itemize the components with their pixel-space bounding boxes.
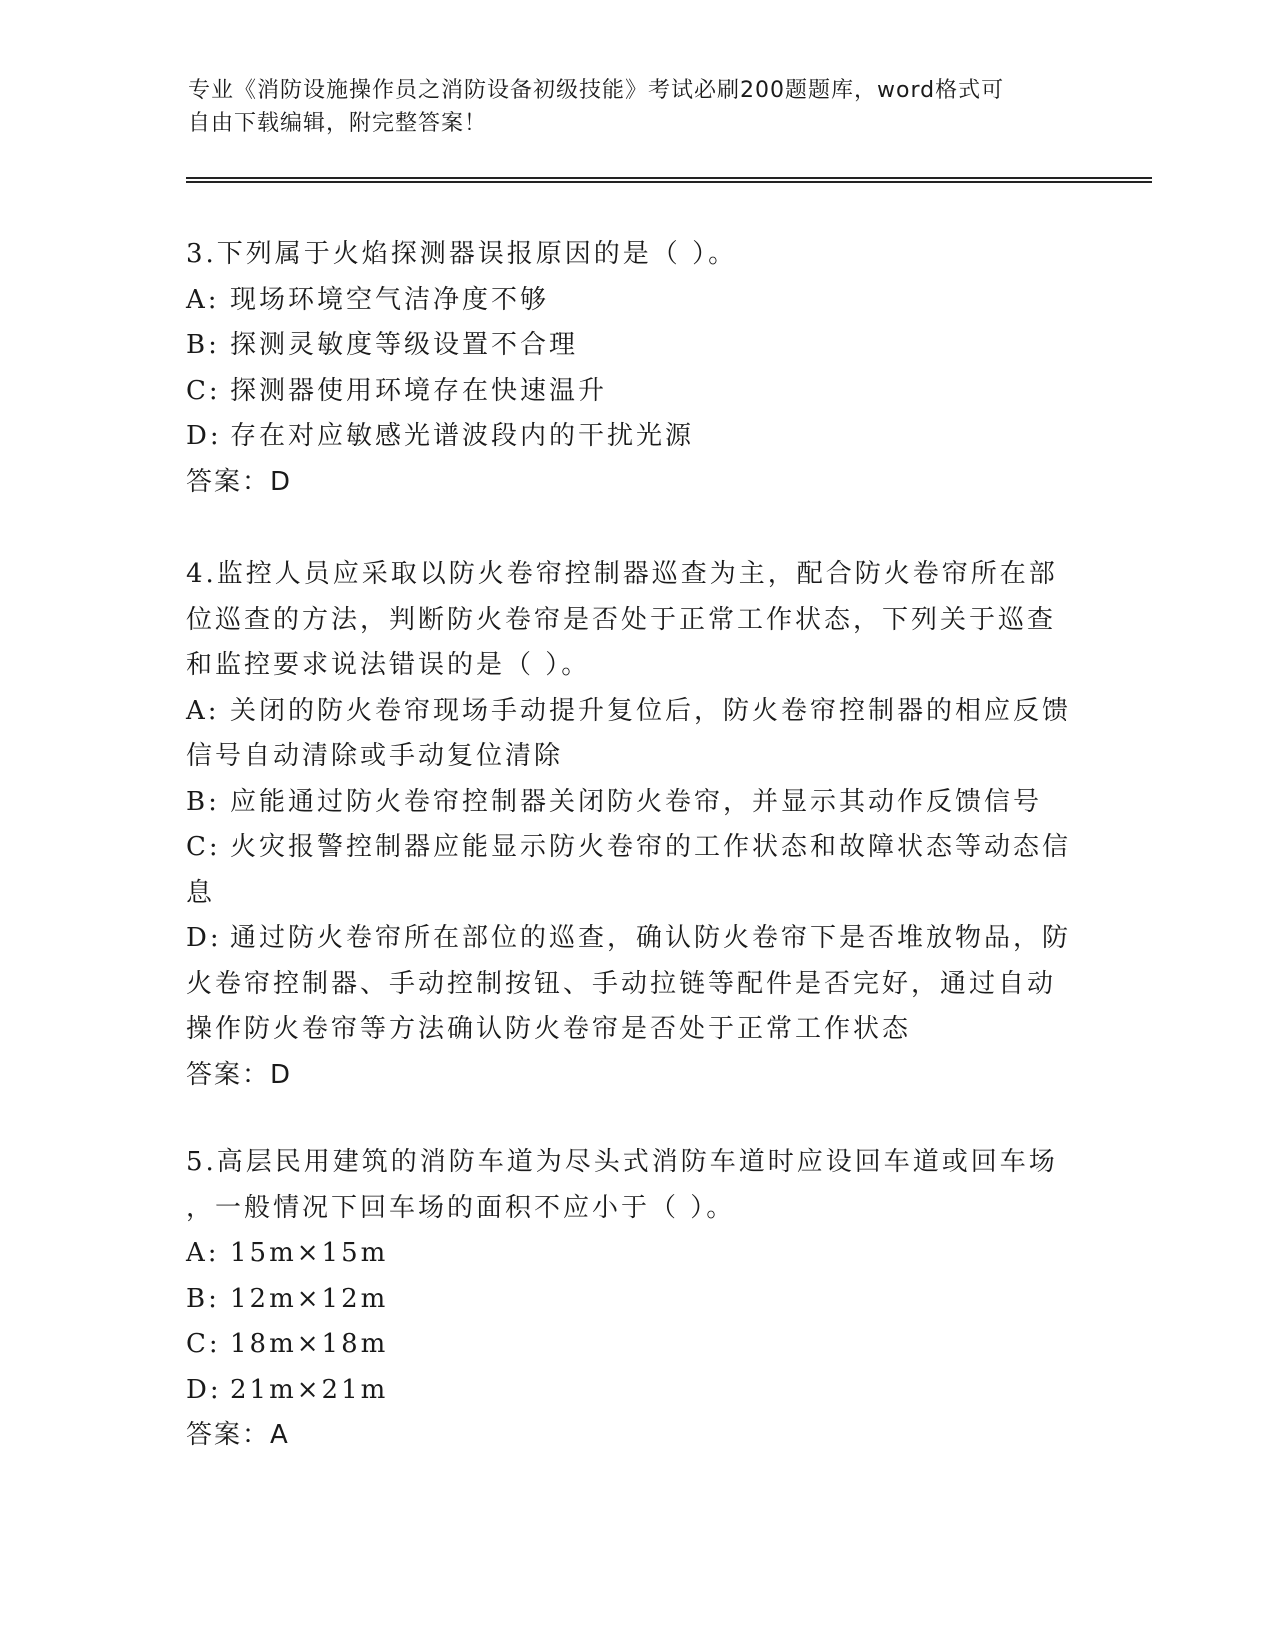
option-d — [186, 414, 1086, 460]
header-line-2: 自由下载编辑，附完整答案！ — [188, 111, 488, 136]
question-stem-line-2: 位巡查的方法，判断防火卷帘是否处于正常工作状态，下列关于巡查 — [186, 604, 1057, 635]
option-text: 关闭的防火卷帘现场手动提升复位后，防火卷帘控制器的相应反馈 — [230, 695, 1072, 726]
option-key: C: — [186, 1329, 221, 1359]
header-line-1: 专业《消防设施操作员之消防设备初级技能》考试必刷200题题库，word格式可 — [188, 78, 1005, 103]
option-text: 应能通过防火卷帘控制器关闭防火卷帘，并显示其动作反馈信号 — [230, 786, 1043, 817]
question-4 — [186, 552, 1086, 1098]
option-a-continued: 信号自动清除或手动复位清除 — [186, 741, 564, 771]
option-a — [186, 1231, 1086, 1277]
header-divider-bottom — [186, 181, 1152, 183]
option-key: B: — [186, 330, 220, 360]
option-text: 12m×12m — [230, 1283, 389, 1314]
option-text: 15m×15m — [230, 1238, 389, 1268]
option-text: 探测器使用环境存在快速温升 — [230, 375, 608, 406]
option-key: A: — [186, 284, 220, 315]
option-text: 探测灵敏度等级设置不合理 — [230, 330, 579, 360]
option-a — [186, 689, 1086, 735]
question-stem-line-1: 4.监控人员应采取以防火卷帘控制器巡查为主，配合防火卷帘所在部 — [186, 559, 1058, 589]
option-key: A: — [186, 695, 220, 726]
option-b — [186, 1277, 1086, 1323]
option-key: B: — [186, 786, 220, 817]
option-b — [186, 323, 1086, 369]
option-key: A: — [186, 1238, 220, 1268]
option-text: 18m×18m — [230, 1329, 389, 1359]
option-key: D: — [186, 923, 222, 953]
question-stem: 3.下列属于火焰探测器误报原因的是（ ）。 — [186, 239, 738, 269]
answer-line: 答案：A — [186, 1420, 290, 1450]
option-text: 存在对应敏感光谱波段内的干扰光源 — [230, 421, 695, 451]
header-divider-top — [186, 177, 1152, 179]
option-text: 通过防火卷帘所在部位的巡查，确认防火卷帘下是否堆放物品，防 — [230, 923, 1072, 953]
option-c — [186, 369, 1086, 415]
option-d-continued-1: 火卷帘控制器、手动控制按钮、手动拉链等配件是否完好，通过自动 — [186, 968, 1057, 999]
option-text: 火灾报警控制器应能显示防火卷帘的工作状态和故障状态等动态信 — [230, 832, 1072, 862]
option-d — [186, 1368, 1086, 1414]
question-stem-line-1: 5.高层民用建筑的消防车道为尽头式消防车道时应设回车道或回车场 — [186, 1147, 1058, 1177]
answer-line: 答案：D — [186, 466, 293, 497]
question-stem-line-2: ，一般情况下回车场的面积不应小于（ ）。 — [186, 1192, 736, 1223]
option-c — [186, 825, 1086, 871]
document-header — [188, 74, 1088, 140]
option-key: D: — [186, 421, 222, 451]
option-key: C: — [186, 375, 221, 406]
question-3 — [186, 232, 1086, 505]
option-key: D: — [186, 1374, 222, 1405]
option-key: B: — [186, 1283, 220, 1314]
question-stem-line-3: 和监控要求说法错误的是（ ）。 — [186, 650, 591, 680]
option-d-continued-2: 操作防火卷帘等方法确认防火卷帘是否处于正常工作状态 — [186, 1014, 912, 1044]
option-c-continued: 息 — [186, 877, 216, 908]
option-text: 21m×21m — [230, 1374, 389, 1405]
option-a — [186, 278, 1086, 324]
option-key: C: — [186, 832, 221, 862]
answer-line: 答案：D — [186, 1059, 293, 1090]
option-b — [186, 780, 1086, 826]
option-c — [186, 1322, 1086, 1368]
option-text: 现场环境空气洁净度不够 — [230, 284, 550, 315]
question-5 — [186, 1140, 1086, 1459]
option-d — [186, 916, 1086, 962]
